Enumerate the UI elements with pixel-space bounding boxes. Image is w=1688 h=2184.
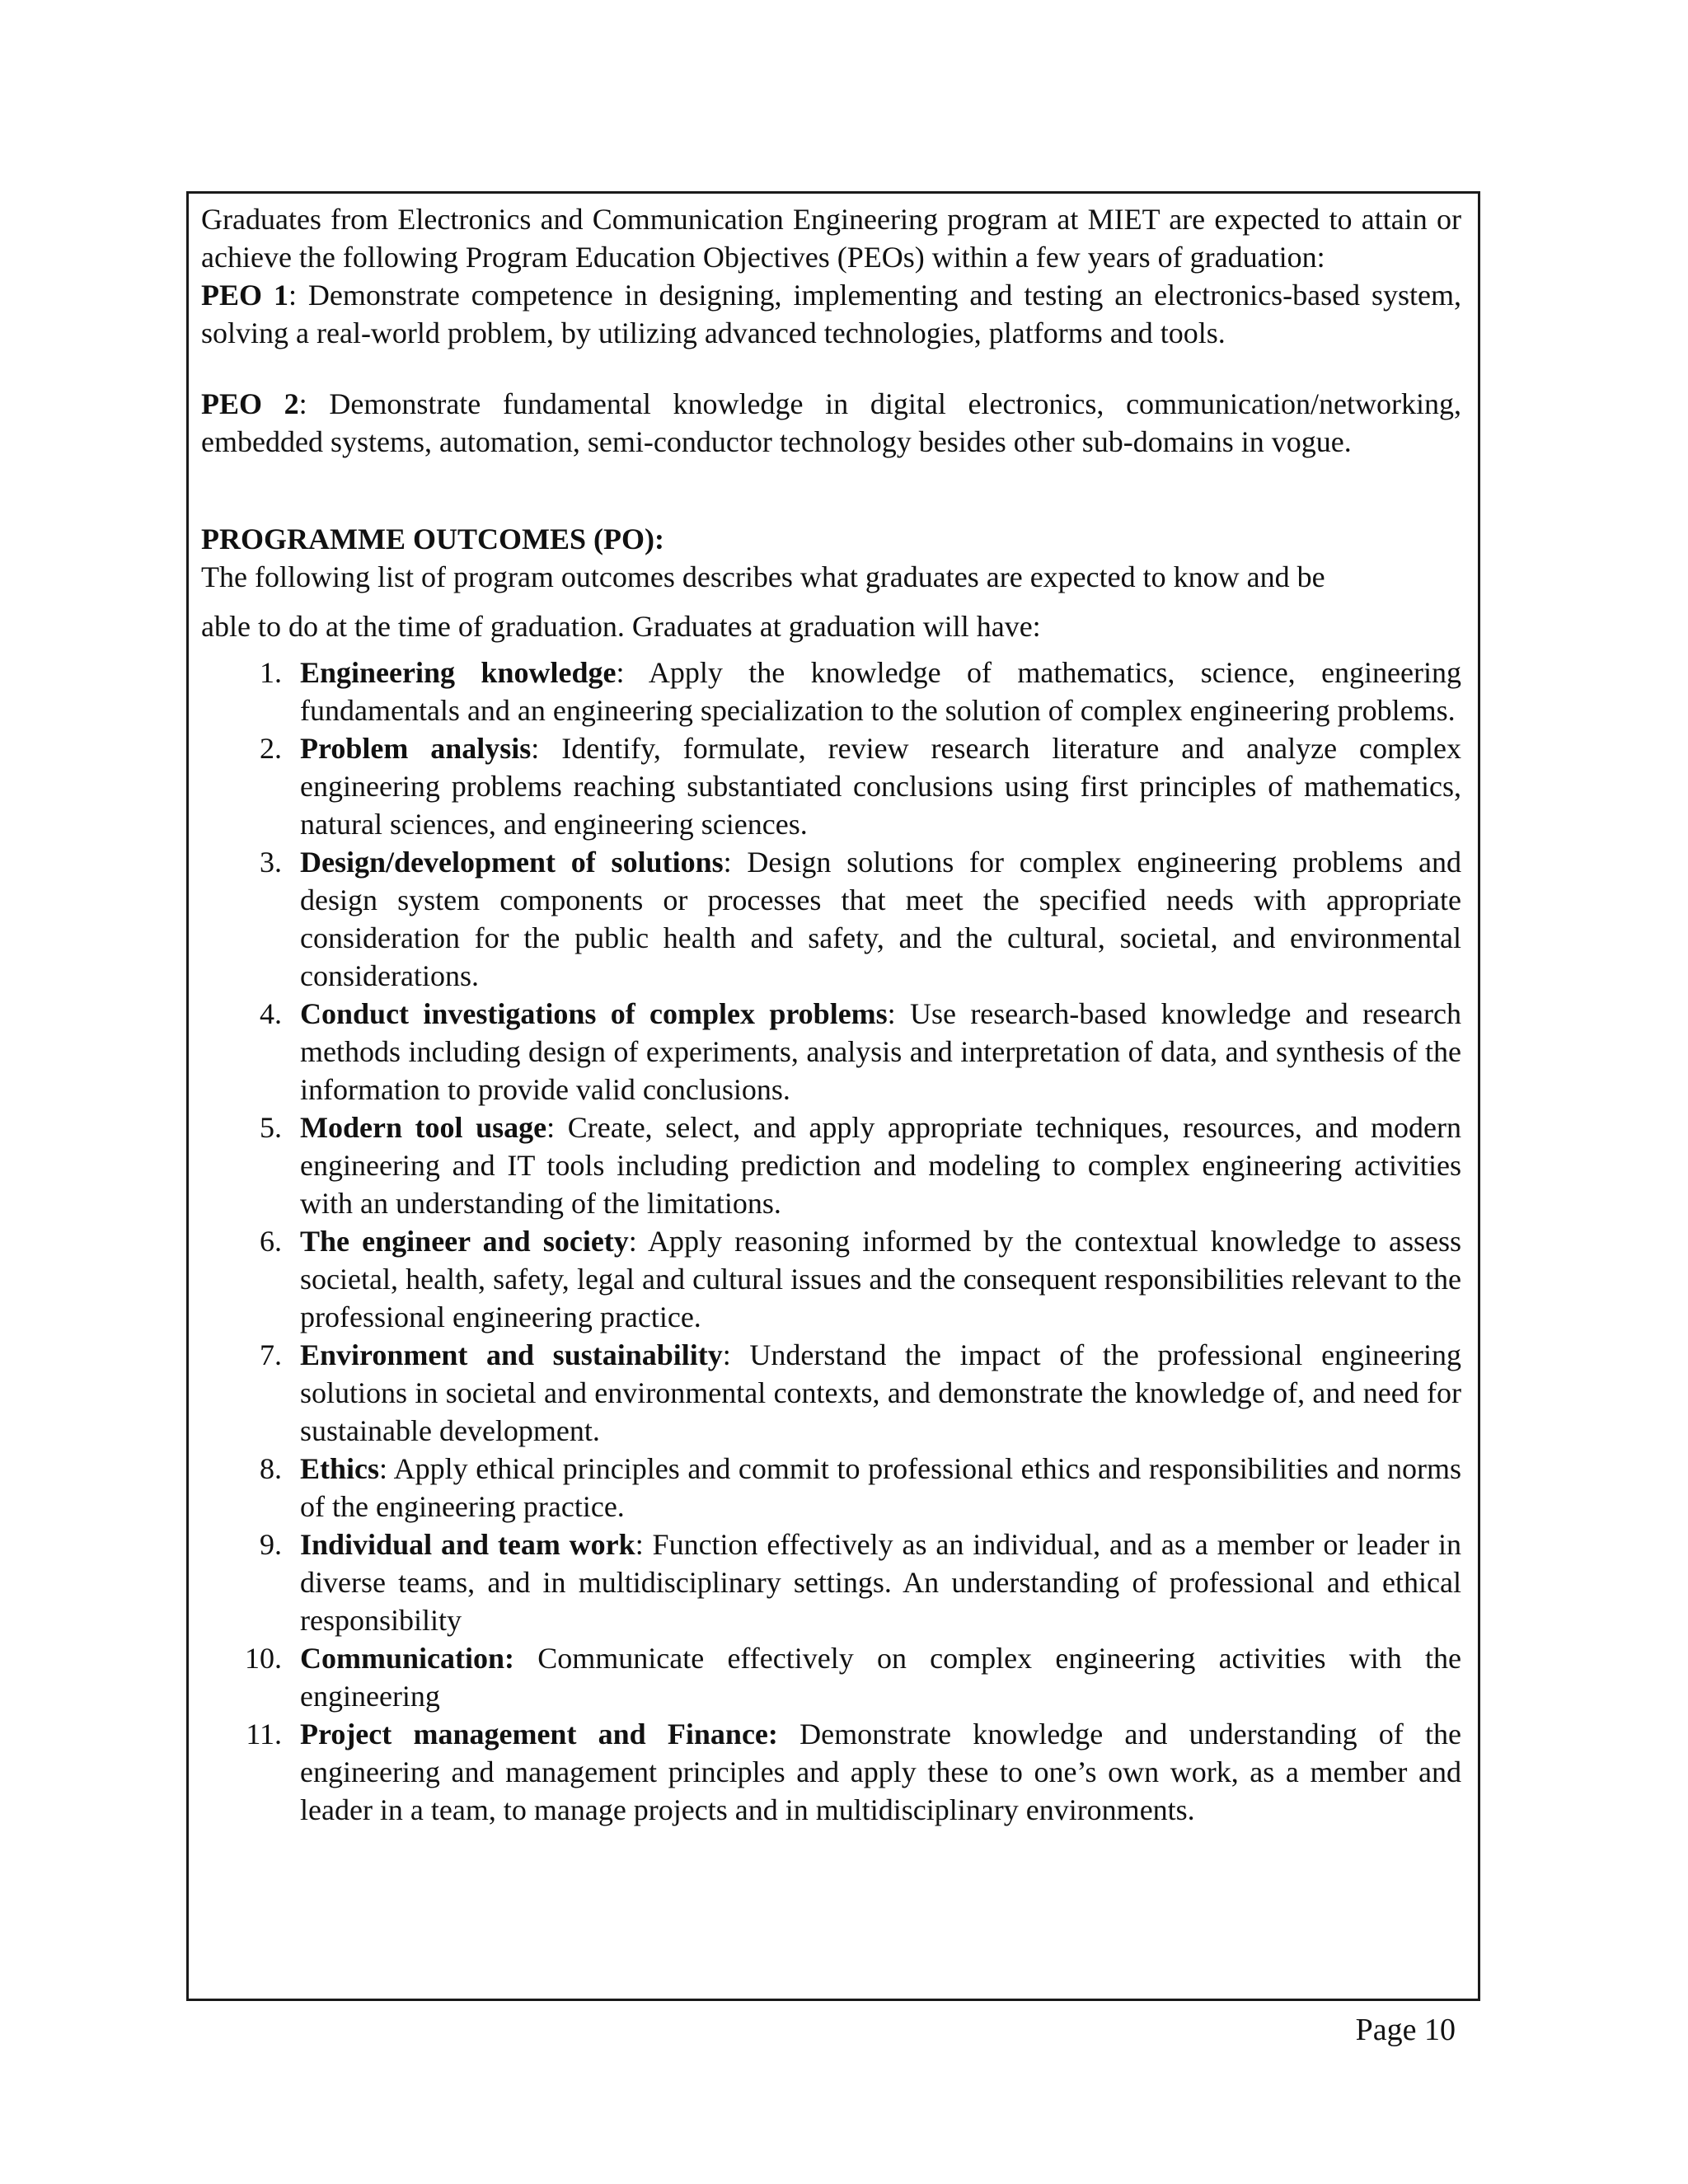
outcome-number: 11. — [246, 1718, 282, 1750]
outcome-title: Environment and sustainability — [300, 1338, 723, 1371]
section-spacer — [201, 461, 1461, 520]
outcome-title: Individual and team work — [300, 1528, 635, 1561]
peo-2 — [201, 385, 1461, 461]
outcome-number: 8. — [260, 1452, 282, 1485]
peo-intro: Graduates from Electronics and Communication Engineering program at MIET are expected to attain or achieve the following Program Education Objectives (PEOs) within a few years of graduation: — [201, 203, 1461, 274]
peo-2-label: PEO 2 — [201, 387, 299, 420]
outcome-title: The engineer and society — [300, 1225, 629, 1258]
po-intro-line-1: The following list of program outcomes describes what graduates are expected to know and be — [201, 560, 1325, 593]
outcome-item — [201, 1336, 1461, 1450]
outcome-text: : Understand the impact of the professional engineering solutions in societal and environmental contexts, and demonstrate the knowledge of, and need for sustainable development. — [300, 1338, 1461, 1447]
outcome-item — [201, 1526, 1461, 1639]
outcome-title: Design/development of solutions — [300, 846, 724, 879]
outcome-number: 1. — [260, 656, 282, 689]
outcome-text: : Function effectively as an individual, and as a member or leader in diverse teams, and in multidisciplinary settings. An understanding of professional and ethical responsibility — [300, 1528, 1462, 1637]
peo-2-text: : Demonstrate fundamental knowledge in digital electronics, communication/networking, embedded systems, automation, semi-conductor technology besides other sub-domains in vogue. — [201, 387, 1461, 458]
outcome-text: : Use research-based knowledge and research methods including design of experiments, analysis and interpretation of data, and synthesis of the information to provide valid conclusions. — [300, 997, 1461, 1106]
outcome-title: Modern tool usage — [300, 1111, 547, 1144]
outcome-item — [201, 843, 1461, 995]
page-number: Page 10 — [1355, 2013, 1456, 2047]
outcome-number: 10. — [245, 1642, 282, 1675]
outcome-number: 5. — [260, 1111, 282, 1144]
outcome-text: : Identify, formulate, review research literature and analyze complex engineering problems reaching substantiated conclusions using first principles of mathematics, natural sciences, and engineering sciences. — [300, 732, 1461, 841]
peo-1-text: : Demonstrate competence in designing, implementing and testing an electronics-based system, solving a real-world problem, by utilizing advanced technologies, platforms and tools. — [201, 279, 1461, 349]
outcome-text: : Apply ethical principles and commit to professional ethics and responsibilities and norms of the engineering practice. — [300, 1452, 1461, 1523]
outcome-text: : Design solutions for complex engineering problems and design system components or processes that meet the specified needs with appropriate consideration for the public health and safety, and the cultural, societal, and environmental considerations. — [300, 846, 1461, 992]
outcome-item — [201, 1715, 1461, 1829]
outcome-title: Ethics — [300, 1452, 380, 1485]
outcome-text: : Create, select, and apply appropriate techniques, resources, and modern engineering and IT tools including prediction and modeling to complex engineering activities with an understanding of the limitations. — [300, 1111, 1462, 1220]
outcome-number: 7. — [260, 1338, 282, 1371]
outcome-item — [201, 729, 1461, 843]
outcome-number: 6. — [260, 1225, 282, 1258]
po-intro-line-2: able to do at the time of graduation. Graduates at graduation will have: — [201, 610, 1041, 643]
outcome-number: 2. — [260, 732, 282, 765]
outcome-item — [201, 1108, 1461, 1222]
outcome-item — [201, 1222, 1461, 1336]
outcome-text: Demonstrate knowledge and understanding of the engineering and management principles and apply these to one’s own work, as a member and leader in a team, to manage projects and in multidisciplinary environments. — [300, 1718, 1461, 1826]
outcome-title: Problem analysis — [300, 732, 532, 765]
content-frame — [186, 191, 1480, 2001]
outcome-title: Communication: — [300, 1642, 514, 1675]
outcome-title: Engineering knowledge — [300, 656, 617, 689]
outcome-title: Project management and Finance: — [300, 1718, 778, 1750]
outcome-item — [201, 654, 1461, 729]
outcome-item — [201, 995, 1461, 1108]
outcomes-list — [201, 654, 1461, 1829]
outcome-number: 4. — [260, 997, 282, 1030]
outcome-text: : Apply the knowledge of mathematics, science, engineering fundamentals and an engineering specialization to the solution of complex engineering problems. — [300, 656, 1461, 727]
outcome-title: Conduct investigations of complex problems — [300, 997, 888, 1030]
outcome-number: 9. — [260, 1528, 282, 1561]
outcome-text: : Apply reasoning informed by the contextual knowledge to assess societal, health, safety, legal and cultural issues and the consequent responsibilities relevant to the professional engineering practice. — [300, 1225, 1461, 1333]
peo-1 — [201, 276, 1461, 352]
outcome-number: 3. — [260, 846, 282, 879]
outcome-item — [201, 1450, 1461, 1526]
outcome-text: Communicate effectively on complex engineering activities with the engineering — [300, 1642, 1461, 1713]
outcome-item — [201, 1639, 1461, 1715]
po-heading: PROGRAMME OUTCOMES (PO): — [201, 523, 664, 555]
peo-1-label: PEO 1 — [201, 279, 288, 312]
